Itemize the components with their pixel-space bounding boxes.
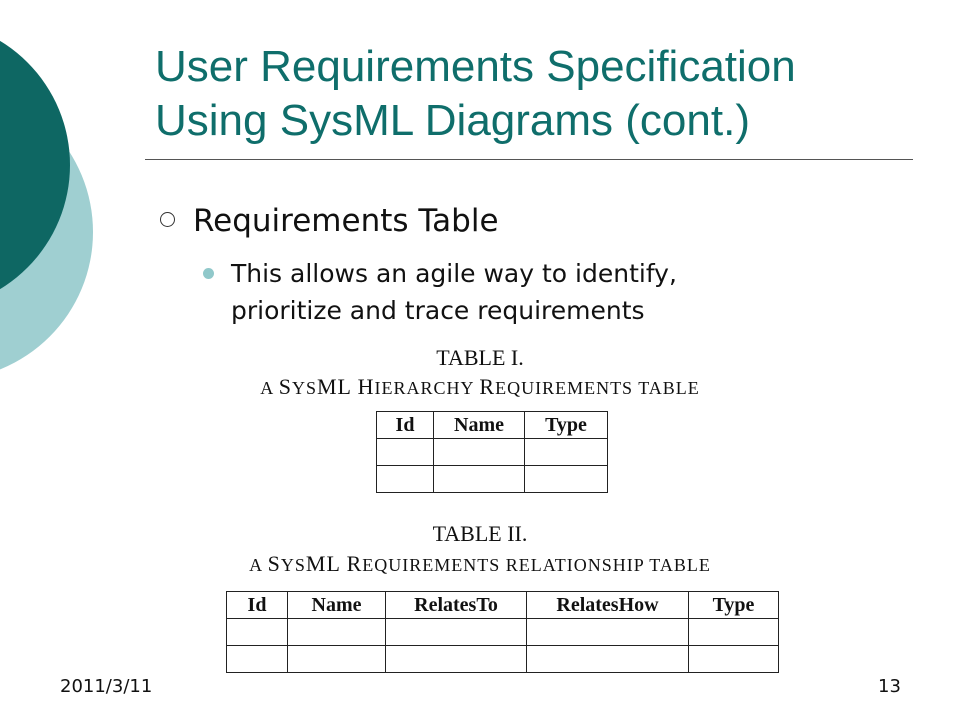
- header-cell: Id: [377, 412, 434, 439]
- caption-part: YS: [280, 555, 306, 575]
- table-header-row: [227, 592, 779, 619]
- table-row: [377, 466, 608, 493]
- table-cell: [227, 619, 288, 646]
- caption-part: S: [267, 551, 281, 576]
- table-cell: [434, 466, 525, 493]
- table-cell: [377, 439, 434, 466]
- caption-part: A: [249, 555, 268, 575]
- title-line-1: User Requirements Specification: [155, 42, 796, 91]
- header-cell: Type: [525, 412, 608, 439]
- bullet-level-2-line-2: prioritize and trace requirements: [231, 296, 645, 325]
- caption-part: ML: [305, 551, 347, 576]
- caption-part: EQUIREMENTS TABLE: [495, 378, 700, 398]
- caption-part: YS: [291, 378, 317, 398]
- table-cell: [288, 646, 386, 673]
- bullet-level-2-line-1: This allows an agile way to identify,: [231, 259, 677, 288]
- header-cell: Type: [689, 592, 779, 619]
- caption-part: A: [260, 378, 279, 398]
- caption-part: R: [479, 374, 496, 399]
- caption-part: H: [357, 374, 375, 399]
- table-cell: [434, 439, 525, 466]
- header-cell: Name: [434, 412, 525, 439]
- table-row: [227, 619, 779, 646]
- header-cell: RelatesTo: [386, 592, 527, 619]
- table2-caption: TABLE II.: [432, 521, 528, 546]
- table-cell: [527, 646, 689, 673]
- table-row: [377, 439, 608, 466]
- table-cell: [227, 646, 288, 673]
- title-divider: [145, 159, 913, 160]
- table2-subcaption: [0, 551, 960, 577]
- title-line-2: Using SysML Diagrams (cont.): [155, 96, 750, 145]
- table-cell: [527, 619, 689, 646]
- bullet-level-1: [160, 203, 499, 239]
- caption-part: IERARCHY: [374, 378, 480, 398]
- table-header-row: [377, 412, 608, 439]
- hierarchy-requirements-table: [376, 411, 608, 493]
- table1-caption: TABLE I.: [436, 345, 524, 370]
- footer-date: 2011/3/11: [60, 676, 153, 697]
- table-cell: [377, 466, 434, 493]
- table-cell: [525, 466, 608, 493]
- table-cell: [386, 646, 527, 673]
- table-cell: [386, 619, 527, 646]
- caption-part: ML: [316, 374, 358, 399]
- bullet-level-1-text: Requirements Table: [193, 203, 499, 239]
- table-cell: [525, 439, 608, 466]
- caption-part: S: [278, 374, 292, 399]
- slide-title: [155, 40, 915, 148]
- page-number: 13: [878, 676, 901, 697]
- table1-subcaption: [0, 374, 960, 400]
- caption-part: R: [346, 551, 363, 576]
- hollow-circle-bullet-icon: [160, 212, 175, 227]
- table-cell: [689, 619, 779, 646]
- table-cell: [288, 619, 386, 646]
- requirements-relationship-table: [226, 591, 779, 673]
- bullet-level-2: [203, 255, 677, 329]
- table-row: [227, 646, 779, 673]
- table-cell: [689, 646, 779, 673]
- header-cell: Name: [288, 592, 386, 619]
- decorative-circles: [0, 0, 120, 400]
- caption-part: EQUIREMENTS RELATIONSHIP TABLE: [362, 555, 711, 575]
- header-cell: RelatesHow: [527, 592, 689, 619]
- header-cell: Id: [227, 592, 288, 619]
- filled-dot-bullet-icon: [203, 268, 214, 279]
